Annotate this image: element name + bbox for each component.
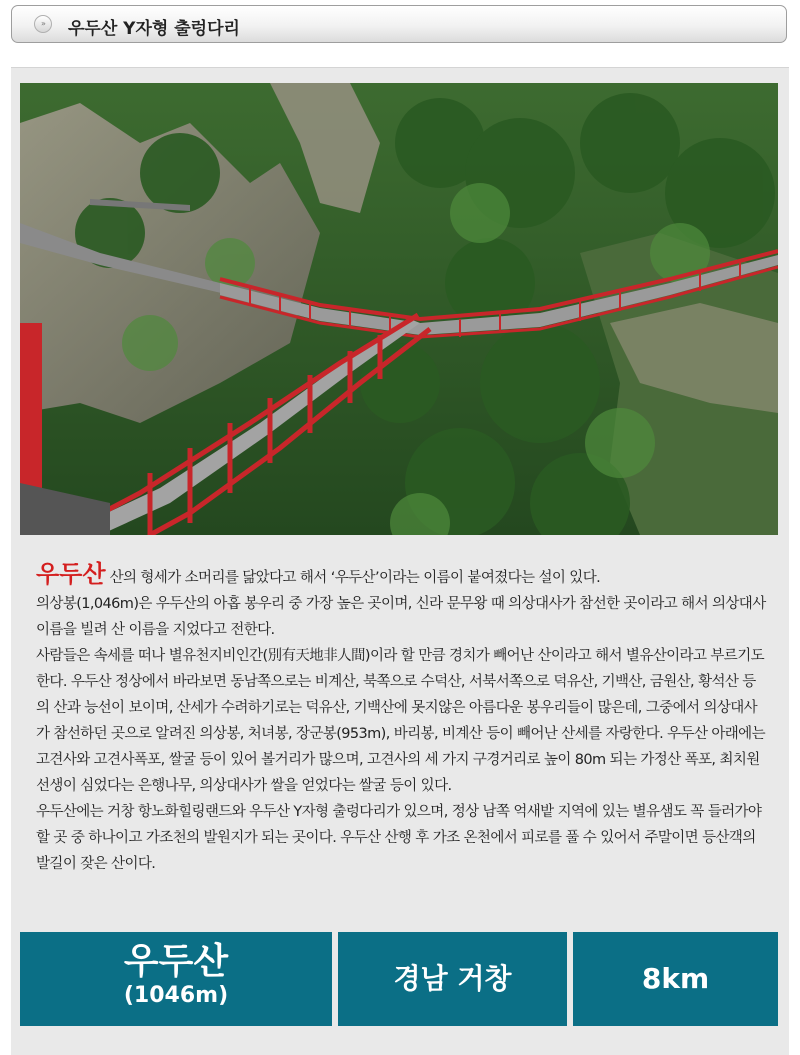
page-title: 우두산 Y자형 출렁다리 [68,19,240,39]
description-paragraph-1: 산의 형세가 소머리를 닮았다고 해서 ‘우두산’이라는 이름이 붙여졌다는 설이 있다. [105,570,601,586]
description-paragraph-4: 우두산에는 거창 항노화힐링랜드와 우두산 Y자형 출렁다리가 있으며, 정상 남쪽 억새밭 지역에 있는 별유샘도 꼭 들러가야 할 곳 중 하나이고 가조천의 발원지가 되는 곳이다. 우두산 산행 후 가조 온천에서 피로를 풀 수 있어서 주말이면 등산객의 발길이 잦은 산이다. [36,804,762,872]
description-paragraph-2: 의상봉(1,046m)은 우두산의 아홉 봉우리 중 가장 높은 곳이며, 신라 문무왕 때 의상대사가 참선한 곳이라고 해서 의상대사 이름을 빌려 산 이름을 지었다고 전한다. [36,596,766,638]
region-box [338,932,567,1026]
description-lead: 우두산 [36,560,106,588]
description-paragraph [36,561,766,591]
trail-distance: 8km [641,962,710,995]
mountain-description [36,561,766,877]
mountain-height: (1046m) [123,983,229,1008]
double-chevron-right-icon: » [34,15,52,33]
mountain-region: 경남 거창 [393,962,512,995]
distance-box [573,932,778,1026]
mountain-name: 우두산 [123,941,229,982]
title-bar [11,5,787,43]
description-paragraph-3: 사람들은 속세를 떠나 별유천지비인간(別有天地非人間)이라 할 만큼 경치가 빼어난 산이라고 해서 별유산이라고 부르기도 한다. 우두산 정상에서 바라보면 동남쪽으로는 비계산, 북쪽으로 수덕산, 서북서쪽으로 덕유산, 기백산, 금원산, 황석산 등의 산과 능선이 보이며, 산세가 수려하기로는 덕유산, 기백산에 못지않은 아름다운 봉우리들이 많은데, 그중에서 의상대사가 참선하던 곳으로 알려진 의상봉, 처녀봉, 장군봉(953m), 바리봉, 비계산 등이 빼어난 산세를 자랑한다. 우두산 아래에는 고견사와 고견사폭포, 쌀굴 등이 있어 볼거리가 많으며, 고견사의 세 가지 구경거리로 높이 80m 되는 가정산 폭포, 최치원 선생이 심었다는 은행나무, 의상대사가 쌀을 얻었다는 쌀굴 등이 있다. [36,648,765,794]
mountain-name-box [20,932,332,1026]
content-panel [11,67,789,1055]
bridge-photo [20,83,778,535]
